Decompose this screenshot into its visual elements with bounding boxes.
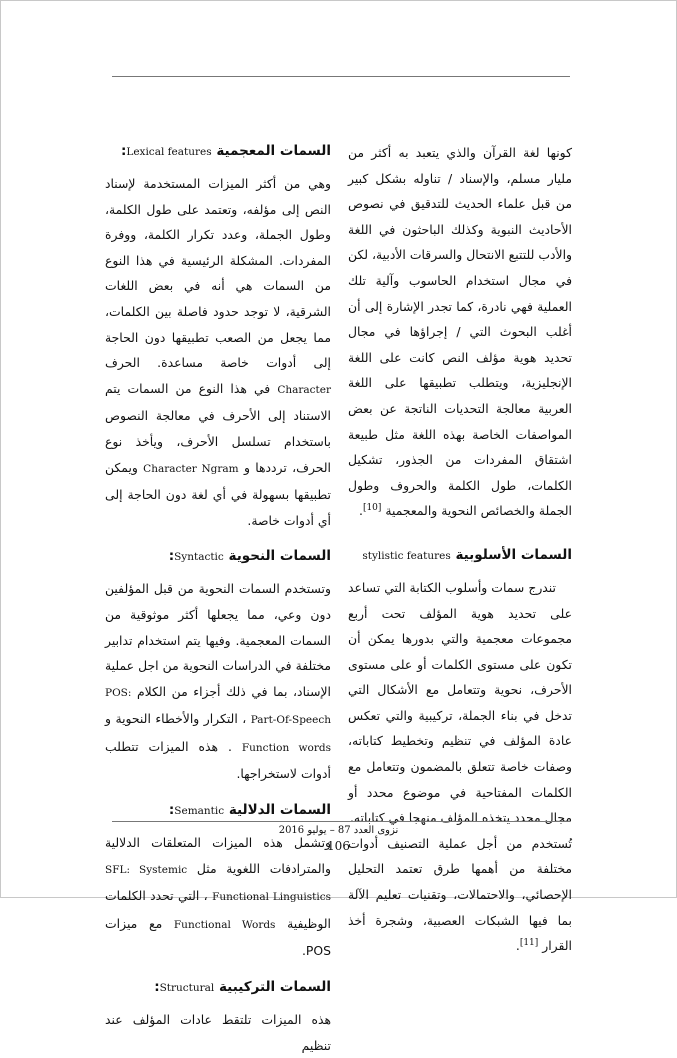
- heading-arabic: السمات التركيبية: [219, 979, 331, 996]
- term-english: Functional Words: [173, 918, 276, 931]
- paragraph: كونها لغة القرآن والذي يتعبد به أكثر من مليار مسلم، والإسناد / تناوله بشكل كبير من قبل علماء الحديث للتدقيق في نصوص الأحاديث النبوية وكذلك الباحثون في اللغة والأدب للتتبع الانتحال والسرقات الأدبية، لكن في مجال استخدام الحاسوب وآلية تلك العملية فهي نادرة، كما تجدر الإشارة إلى أن أغلب البحوث التي / إجراؤها في مجال تحديد هوية مؤلف النص كانت على اللغة الإنجليزية، ويتطلب تطبيقها على اللغة العربية معالجة التحديات الناتجة عن بعض المواصفات الخاصة بهذه اللغة مثل طبيعة اشتقاق المفردات من الجذور، تشكيل الكلمات، طول الكلمة والحروف وطول الجملة والخصائص النحوية والمعجمية [10].: [348, 145, 572, 519]
- citation: [10]: [362, 503, 382, 514]
- paragraph-text: في هذا النوع من السمات يتم الاستناد إلى الأحرف في معالجة النصوص باستخدام تسلسل الأحرف، ويأخذ نوع الحرف، ترددها و: [105, 380, 331, 475]
- term-english: Character Ngram: [143, 462, 239, 475]
- paragraph-text: . هذه الميزات تتطلب أدوات لاستخراجها.: [105, 738, 331, 782]
- heading-arabic: السمات المعجمية: [216, 143, 331, 159]
- paragraph-text: مع ميزات POS.: [105, 915, 331, 959]
- section-heading: السمات النحوية Syntactic:: [168, 548, 331, 565]
- footer-issue: نزوى العدد 87 – يوليو 2016: [278, 825, 399, 836]
- heading-english: stylistic features: [362, 549, 451, 562]
- heading-english: Semantic: [174, 805, 225, 818]
- citation: [11]: [519, 938, 539, 949]
- paragraph-text: وتشمل هذه الميزات المتعلقات الدلالية والمترادفات اللغوية مثل: [105, 835, 331, 876]
- paragraph: تندرج سمات وأسلوب الكتابة التي تساعد على تحديد هوية المؤلف تحت أربع مجموعات معجمية والتي بدورها يمكن أن تكون على مستوى الكلمات أو على مستوى الأحرف، نحوية وتتعامل مع الأشكال التي تدخل في بناء الجملة، تركيبية والتي تعكس عادة المؤلف في تنظيم وتخطيط كتاباته، وصفات خاصة تتعلق بالمضمون وتتعامل مع الكلمات المفتاحية في موضوع محدد أو مجال محدد يتخذه المؤلف منهجا في كتاباته.: [348, 579, 572, 826]
- header-rule: [112, 76, 570, 77]
- section-heading: [348, 542, 572, 569]
- spacer: [348, 524, 572, 538]
- paragraph-text: ويمكن تطبيقها بسهولة في أي لغة دون الحاجة إلى أي أدوات خاصة.: [105, 459, 331, 528]
- footer-rule: [112, 821, 570, 822]
- paragraph: هذه الميزات تلتقط عادات المؤلف عند تنظيم: [105, 1012, 331, 1053]
- heading-english: Lexical features: [126, 146, 212, 158]
- heading-arabic: السمات الدلالية: [228, 802, 331, 819]
- heading-english: Structural: [159, 982, 215, 995]
- paragraph-text: ، التكرار والأخطاء النحوية و: [105, 711, 247, 727]
- paragraph: [105, 576, 331, 787]
- section-heading: السمات المعجمية Lexical features:: [120, 143, 331, 159]
- paragraph-text: تُستخدم من أجل عملية التصنيف أدوات مختلفة من أهمها طرق تعتمد التحليل الإحصائي، والاحتمالات، وتقنيات تعليم الآلة بما فيها الشبكات العصبية، وشجرة أخذ القرار: [348, 835, 572, 954]
- paragraph-text: وهي من أكثر الميزات المستخدمة لإسناد النص إلى مؤلفه، وتعتمد على طول الكلمة، وطول الجملة، وعدد تكرار الكلمة، ووفرة المفردات. المشكلة الرئيسية في هذا النوع من السمات هي أنه في بعض اللغات الشرقية، لا توجد حدود فاصلة بين الكلمات، مما يجعل من الصعب تطبيقها دون الحاجة إلى أدوات خاصة مساعدة. الحرف: [105, 176, 331, 371]
- left-column: [105, 134, 331, 1058]
- heading-arabic: السمات الأسلوبية: [455, 546, 572, 563]
- heading-arabic: السمات النحوية: [228, 548, 331, 565]
- section-heading: السمات الدلالية Semantic:: [168, 802, 331, 819]
- term-english: Character: [277, 383, 331, 396]
- heading-english: Syntactic: [174, 551, 224, 564]
- term-english: Function words: [241, 741, 331, 754]
- paragraph: [105, 171, 331, 533]
- paragraph-text: كونها لغة القرآن والذي يتعبد به أكثر من مليار مسلم، والإسناد / تناوله بشكل كبير من قبل علماء الحديث للتدقيق في نصوص الأحاديث النبوية وكذلك الباحثون في اللغة والأدب للتتبع الانتحال والسرقات الأدبية، لكن في مجال استخدام الحاسوب وآلية تلك العملية فهي نادرة، كما تجدر الإشارة إلى أن أغلب البحوث التي / إجراؤها في مجال تحديد هوية مؤلف النص كانت على اللغة الإنجليزية، ويتطلب تطبيقها على اللغة العربية معالجة التحديات الناتجة عن بعض المواصفات الخاصة بهذه اللغة مثل طبيعة اشتقاق المفردات من الجذور، تشكيل الكلمات، طول الكلمة والحروف وطول الجملة والخصائص النحوية والمعجمية: [348, 145, 572, 519]
- term-english: SFL: Systemic Functional Linguistics: [105, 863, 331, 904]
- paragraph-text: وتستخدم السمات النحوية من قبل المؤلفين دون وعي، مما يجعلها أكثر موثوقية من السمات المعجمية. وفيها يتم استخدام تدابير مختلفة في الدراسات النحوية من اجل عملية الإسناد، بما في ذلك أجزاء من الكلام: [105, 581, 331, 699]
- section-heading: السمات التركيبية Structural:: [154, 979, 331, 996]
- page-number: 106: [327, 839, 350, 853]
- paragraph: تُستخدم من أجل عملية التصنيف أدوات مختلفة من أهمها طرق تعتمد التحليل الإحصائي، والاحتمالات، وتقنيات تعليم الآلة بما فيها الشبكات العصبية، وشجرة أخذ القرار [11].: [348, 835, 572, 954]
- term-english: POS: Part-Of-Speech: [105, 686, 331, 727]
- paragraph-text: ، التي تحدد الكلمات الوظيفية: [105, 888, 331, 931]
